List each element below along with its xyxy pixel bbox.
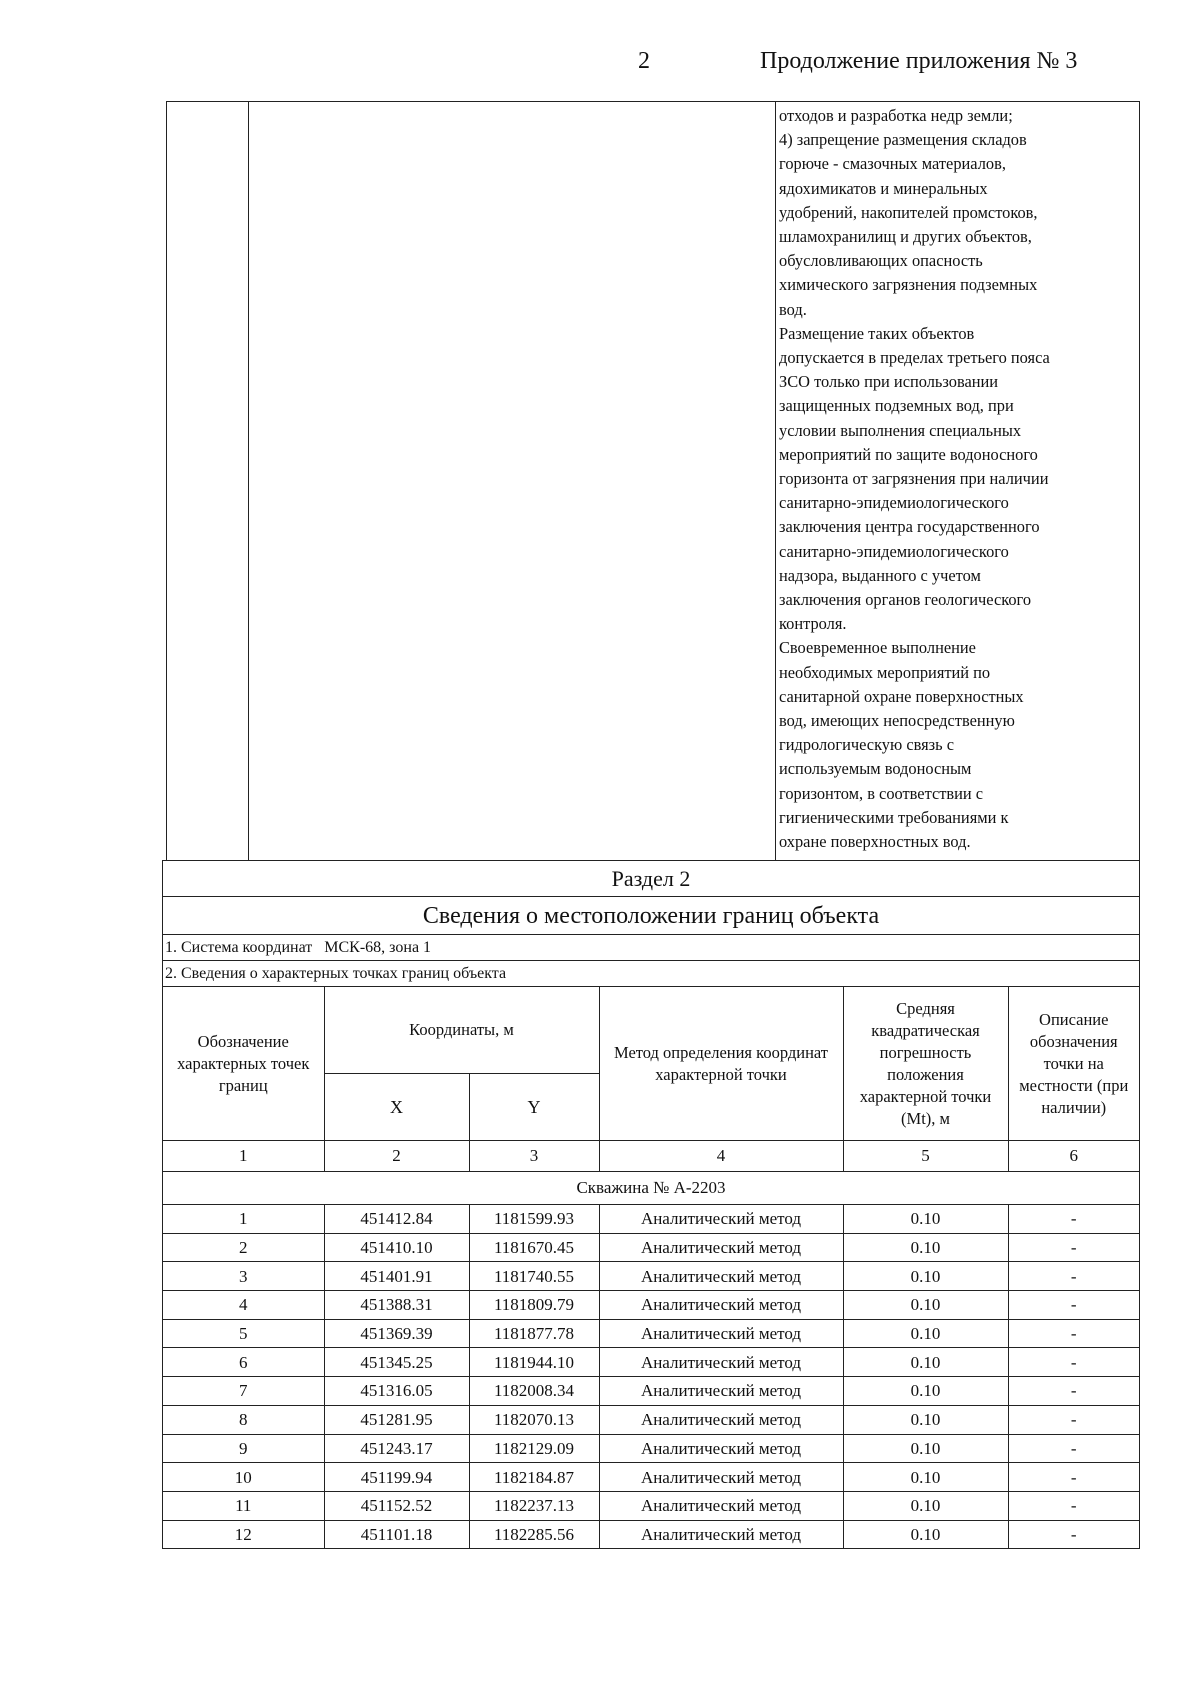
description-cell: - (1008, 1233, 1139, 1262)
coordinate-system-row (163, 935, 1139, 961)
method-cell: Аналитический метод (599, 1233, 843, 1262)
coord-y-cell: 1182285.56 (469, 1520, 599, 1548)
restriction-line: 4) запрещение размещения складов (779, 130, 1027, 150)
restrictions-text (779, 104, 1139, 854)
header-designation: Обозначение характерных точек границ (163, 987, 324, 1141)
coord-y-cell: 1182129.09 (469, 1434, 599, 1463)
description-cell: - (1008, 1262, 1139, 1291)
restriction-line: горюче - смазочных материалов, (779, 154, 1006, 174)
description-cell: - (1008, 1291, 1139, 1320)
column-number: 3 (469, 1141, 599, 1172)
description-cell: - (1008, 1520, 1139, 1548)
points-table (163, 987, 1139, 1548)
restriction-line: химического загрязнения подземных (779, 275, 1038, 295)
column-number: 2 (324, 1141, 469, 1172)
column-number: 5 (843, 1141, 1008, 1172)
point-number-cell: 3 (163, 1262, 324, 1291)
header-coordinates: Координаты, м (324, 987, 599, 1074)
point-number-cell: 8 (163, 1405, 324, 1434)
coord-y-cell: 1181740.55 (469, 1262, 599, 1291)
restriction-line: гигиеническими требованиями к (779, 807, 1009, 827)
header-description: Описание обозначения точки на местности (при наличии) (1008, 987, 1139, 1141)
column-divider (248, 102, 249, 860)
coord-y-cell: 1181670.45 (469, 1233, 599, 1262)
point-number-cell: 7 (163, 1377, 324, 1406)
mt-error-cell: 0.10 (843, 1463, 1008, 1492)
point-number-cell: 12 (163, 1520, 324, 1548)
header-method: Метод определения координат характерной точки (599, 987, 843, 1141)
restriction-line: ядохимикатов и минеральных (779, 178, 988, 198)
coord-x-cell: 451281.95 (324, 1405, 469, 1434)
restriction-line: мероприятий по защите водоносного (779, 444, 1038, 464)
point-number-cell: 2 (163, 1233, 324, 1262)
point-number-cell: 11 (163, 1491, 324, 1520)
coord-x-cell: 451412.84 (324, 1205, 469, 1234)
coord-y-cell: 1182184.87 (469, 1463, 599, 1492)
table-row (163, 1434, 1139, 1463)
table-row (163, 1233, 1139, 1262)
method-cell: Аналитический метод (599, 1463, 843, 1492)
restrictions-table (166, 101, 1140, 861)
coord-x-cell: 451401.91 (324, 1262, 469, 1291)
coord-y-cell: 1181944.10 (469, 1348, 599, 1377)
section-title: Раздел 2 (163, 861, 1139, 897)
restriction-line: используемым водоносным (779, 759, 972, 779)
description-cell: - (1008, 1319, 1139, 1348)
restriction-line: заключения органов геологического (779, 590, 1032, 610)
mt-error-cell: 0.10 (843, 1520, 1008, 1548)
mt-error-cell: 0.10 (843, 1233, 1008, 1262)
restriction-line: Своевременное выполнение (779, 638, 976, 658)
coord-y-cell: 1181877.78 (469, 1319, 599, 1348)
table-row (163, 1291, 1139, 1320)
restriction-line: условии выполнения специальных (779, 420, 1022, 440)
description-cell: - (1008, 1491, 1139, 1520)
mt-error-cell: 0.10 (843, 1434, 1008, 1463)
mt-error-cell: 0.10 (843, 1262, 1008, 1291)
coord-x-cell: 451243.17 (324, 1434, 469, 1463)
table-row (163, 1405, 1139, 1434)
table-row (163, 1463, 1139, 1492)
description-cell: - (1008, 1348, 1139, 1377)
restriction-line: вод. (779, 299, 807, 319)
point-number-cell: 4 (163, 1291, 324, 1320)
restriction-line: санитарной охране поверхностных (779, 686, 1024, 706)
table-row (163, 1262, 1139, 1291)
restriction-line: горизонта от загрязнения при наличии (779, 469, 1049, 489)
column-divider (775, 102, 776, 860)
header-error: Средняя квадратическая погрешность положения характерной точки (Mt), м (843, 987, 1008, 1141)
description-cell: - (1008, 1405, 1139, 1434)
restriction-line: Размещение таких объектов (779, 323, 975, 343)
table-row (163, 1377, 1139, 1406)
column-number: 1 (163, 1141, 324, 1172)
coordinate-system-label: 1. Система координат (165, 939, 313, 956)
method-cell: Аналитический метод (599, 1291, 843, 1320)
restriction-line: горизонтом, в соответствии с (779, 783, 984, 803)
coord-x-cell: 451101.18 (324, 1520, 469, 1548)
restriction-line: санитарно-эпидемиологического (779, 541, 1009, 561)
coord-x-cell: 451410.10 (324, 1233, 469, 1262)
restriction-line: отходов и разработка недр земли; (779, 106, 1013, 125)
coord-y-cell: 1181809.79 (469, 1291, 599, 1320)
mt-error-cell: 0.10 (843, 1205, 1008, 1234)
table-row (163, 1319, 1139, 1348)
restriction-line: вод, имеющих непосредственную (779, 711, 1015, 731)
restriction-line: контроля. (779, 614, 847, 634)
mt-error-cell: 0.10 (843, 1319, 1008, 1348)
coord-y-cell: 1182070.13 (469, 1405, 599, 1434)
method-cell: Аналитический метод (599, 1405, 843, 1434)
point-number-cell: 5 (163, 1319, 324, 1348)
header-x: X (324, 1074, 469, 1141)
restriction-line: охране поверхностных вод. (779, 832, 971, 852)
section-subtitle: Сведения о местоположении границ объекта (163, 897, 1139, 935)
point-number-cell: 10 (163, 1463, 324, 1492)
description-cell: - (1008, 1434, 1139, 1463)
method-cell: Аналитический метод (599, 1319, 843, 1348)
point-number-cell: 1 (163, 1205, 324, 1234)
restriction-line: шламохранилищ и других объектов, (779, 227, 1032, 247)
restriction-line: удобрений, накопителей промстоков, (779, 202, 1038, 222)
table-row (163, 1205, 1139, 1234)
mt-error-cell: 0.10 (843, 1377, 1008, 1406)
method-cell: Аналитический метод (599, 1348, 843, 1377)
coord-x-cell: 451152.52 (324, 1491, 469, 1520)
coord-x-cell: 451388.31 (324, 1291, 469, 1320)
column-number: 6 (1008, 1141, 1139, 1172)
mt-error-cell: 0.10 (843, 1348, 1008, 1377)
column-number: 4 (599, 1141, 843, 1172)
coord-y-cell: 1181599.93 (469, 1205, 599, 1234)
mt-error-cell: 0.10 (843, 1291, 1008, 1320)
coord-y-cell: 1182008.34 (469, 1377, 599, 1406)
restriction-line: надзора, выданного с учетом (779, 565, 981, 585)
coord-x-cell: 451316.05 (324, 1377, 469, 1406)
coord-y-cell: 1182237.13 (469, 1491, 599, 1520)
coordinate-system-value: МСК-68, зона 1 (324, 939, 432, 956)
point-number-cell: 9 (163, 1434, 324, 1463)
section-2 (162, 860, 1140, 1549)
method-cell: Аналитический метод (599, 1434, 843, 1463)
restriction-line: защищенных подземных вод, при (779, 396, 1014, 416)
restriction-line: санитарно-эпидемиологического (779, 493, 1009, 513)
restriction-line: допускается в пределах третьего пояса (779, 348, 1050, 368)
table-row (163, 1491, 1139, 1520)
description-cell: - (1008, 1377, 1139, 1406)
description-cell: - (1008, 1205, 1139, 1234)
coord-x-cell: 451199.94 (324, 1463, 469, 1492)
method-cell: Аналитический метод (599, 1377, 843, 1406)
table-row (163, 1520, 1139, 1548)
point-number-cell: 6 (163, 1348, 324, 1377)
restriction-line: заключения центра государственного (779, 517, 1040, 537)
points-info-row: 2. Сведения о характерных точках границ объекта (163, 961, 1139, 987)
mt-error-cell: 0.10 (843, 1405, 1008, 1434)
table-row (163, 1348, 1139, 1377)
method-cell: Аналитический метод (599, 1205, 843, 1234)
restriction-line: обусловливающих опасность (779, 251, 983, 271)
description-cell: - (1008, 1463, 1139, 1492)
mt-error-cell: 0.10 (843, 1491, 1008, 1520)
method-cell: Аналитический метод (599, 1262, 843, 1291)
page-number: 2 (638, 48, 650, 74)
method-cell: Аналитический метод (599, 1491, 843, 1520)
method-cell: Аналитический метод (599, 1520, 843, 1548)
appendix-title: Продолжение приложения № 3 (760, 48, 1078, 74)
header-y: Y (469, 1074, 599, 1141)
restriction-line: ЗСО только при использовании (779, 372, 999, 392)
restriction-line: необходимых мероприятий по (779, 662, 991, 682)
well-group-title: Скважина № А-2203 (163, 1172, 1139, 1205)
restriction-line: гидрологическую связь с (779, 735, 955, 755)
coord-x-cell: 451345.25 (324, 1348, 469, 1377)
coord-x-cell: 451369.39 (324, 1319, 469, 1348)
